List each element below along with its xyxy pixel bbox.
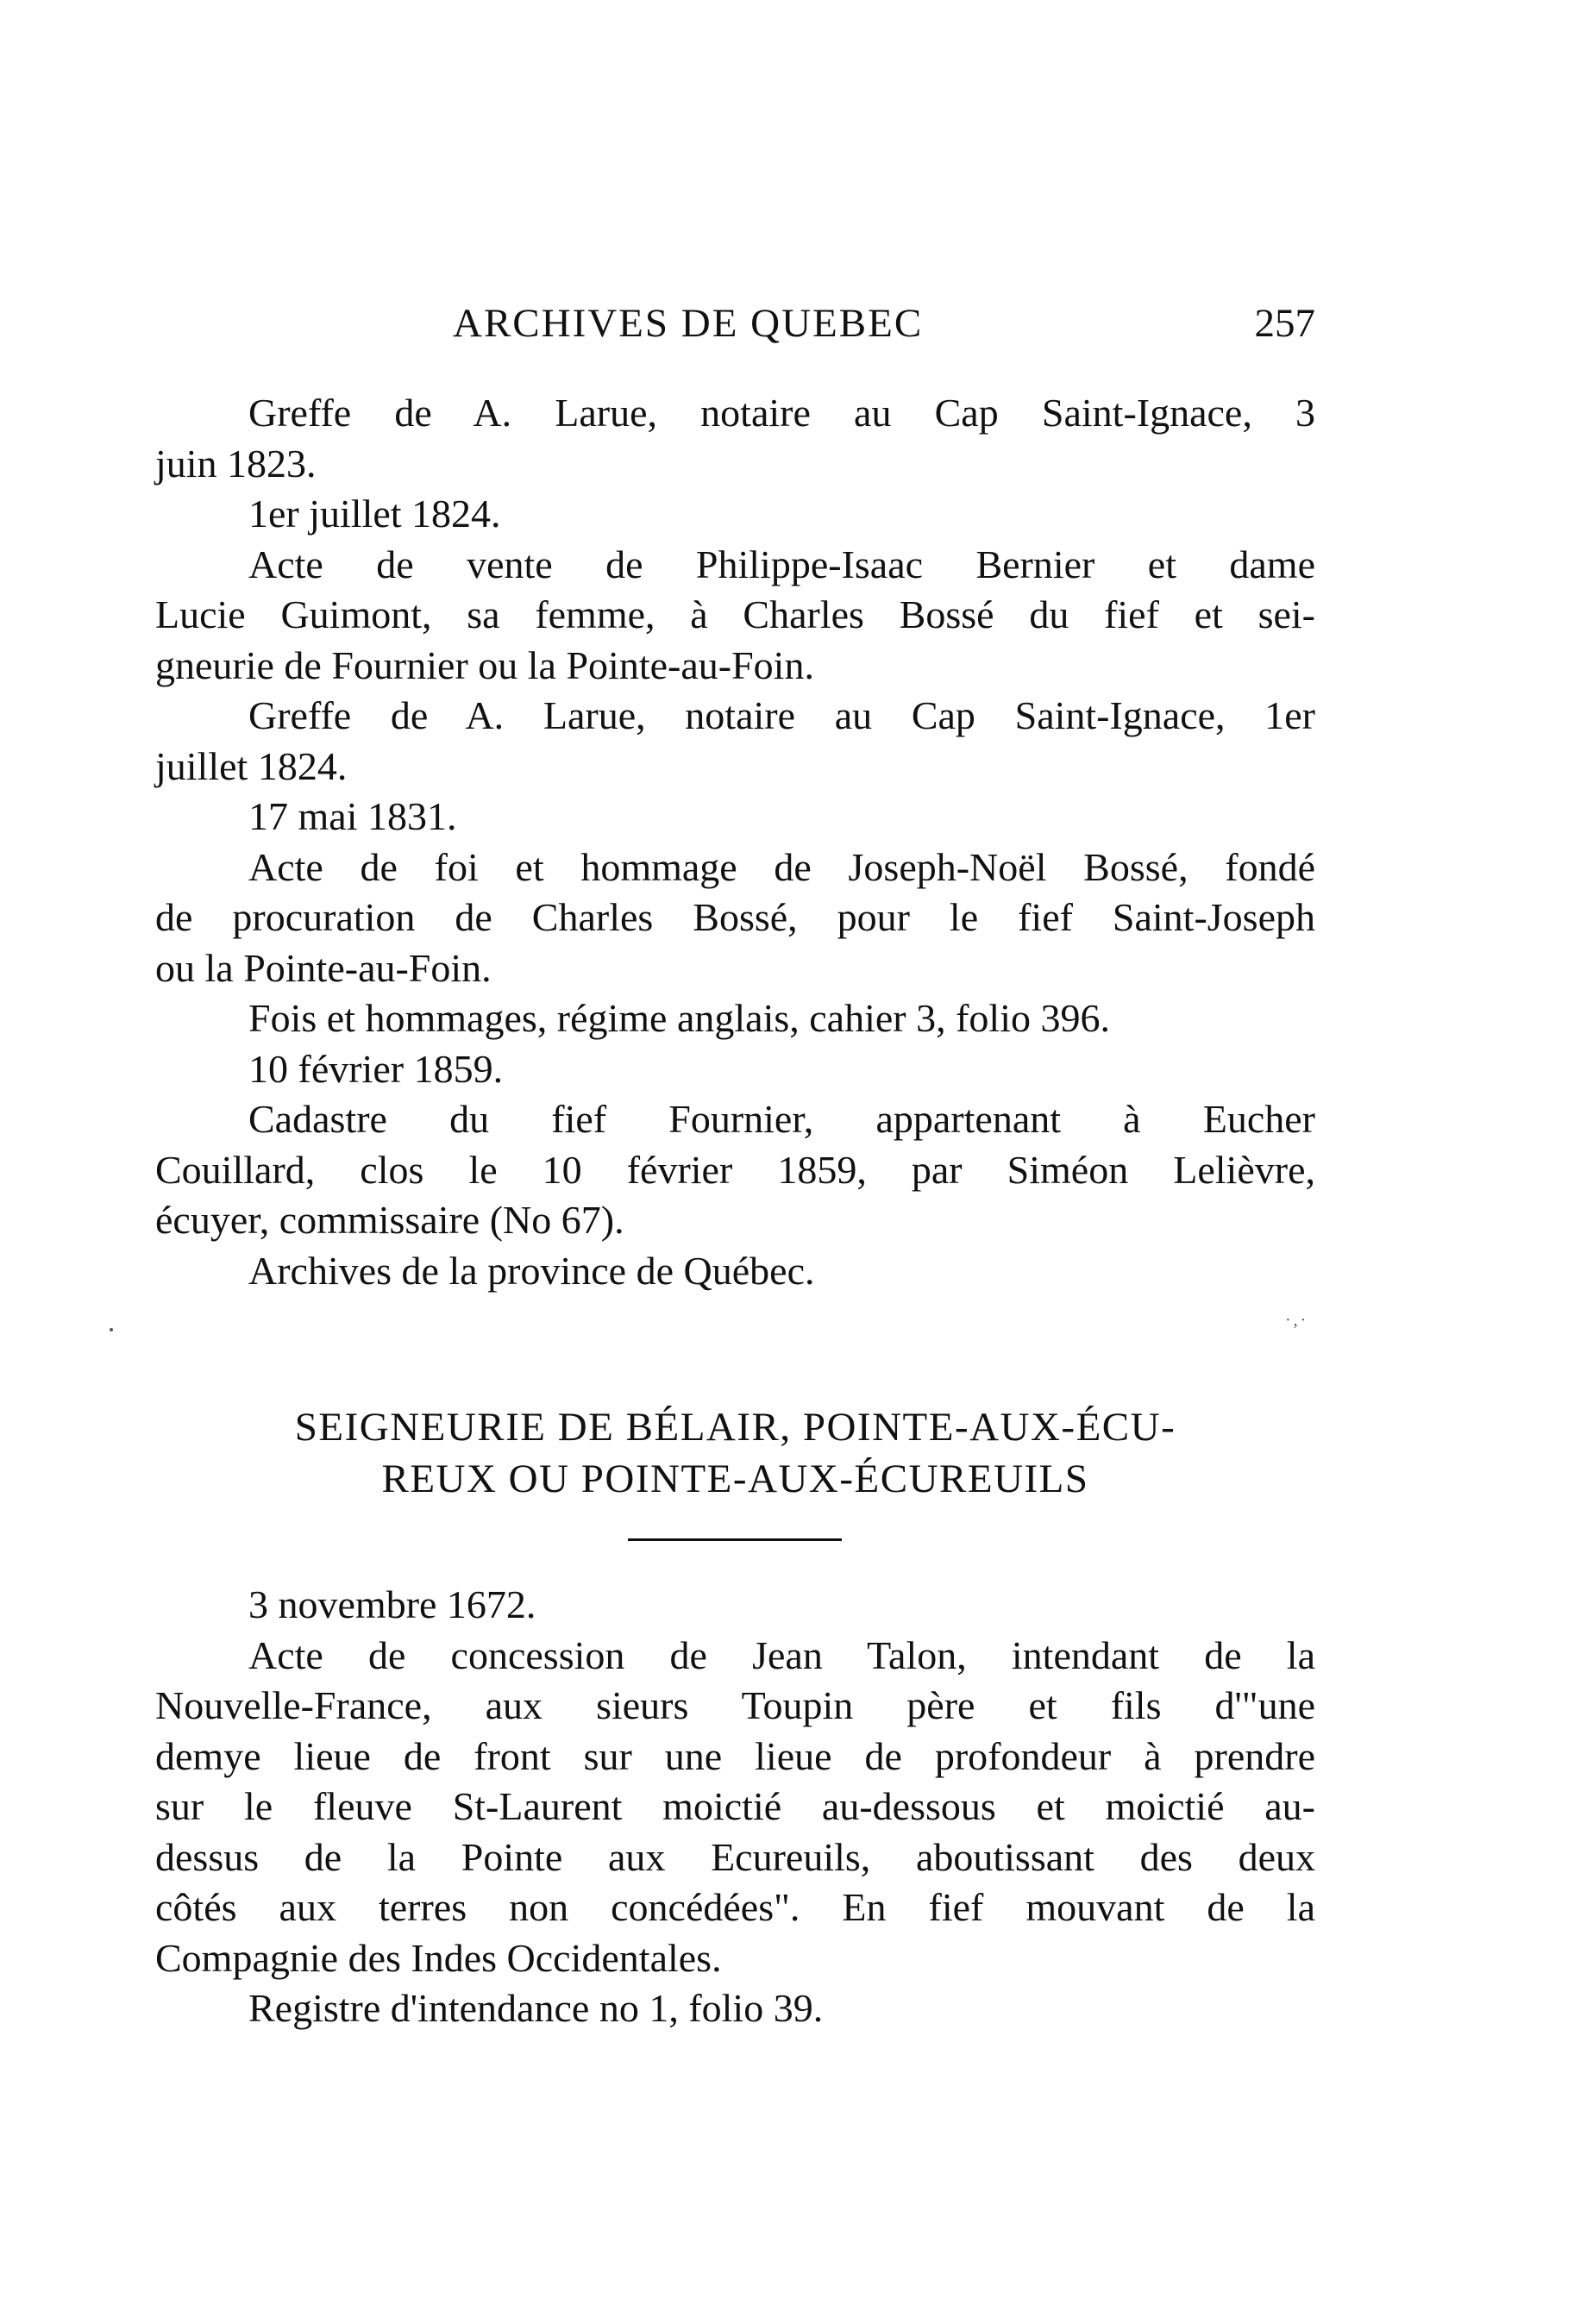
entry-line: 3 novembre 1672. bbox=[248, 1582, 536, 1626]
entries-bottom bbox=[155, 1580, 1315, 2034]
entry-line: ou la Pointe-au-Foin. bbox=[155, 945, 492, 990]
section-heading bbox=[155, 1401, 1315, 1505]
section-heading-line: SEIGNEURIE DE BÉLAIR, POINTE-AUX-ÉCU- bbox=[294, 1405, 1176, 1450]
entry-date bbox=[155, 1044, 1315, 1095]
entry-line: Cadastre du fief Fournier, appartenant à Eucher bbox=[248, 1097, 1315, 1141]
entry bbox=[155, 1631, 1315, 1984]
entry-line: de procuration de Charles Bossé, pour le fief Saint-Joseph bbox=[155, 895, 1315, 939]
entry-line: Lucie Guimont, sa femme, à Charles Bossé du fief et sei- bbox=[155, 592, 1315, 636]
entry bbox=[155, 1246, 1315, 1297]
entry-line: écuyer, commissaire (No 67). bbox=[155, 1198, 624, 1242]
page-header bbox=[155, 293, 1315, 354]
entry-date bbox=[155, 792, 1315, 843]
entry-line: dessus de la Pointe aux Ecureuils, aboutissant des deux bbox=[155, 1834, 1315, 1879]
entry-line: Acte de foi et hommage de Joseph-Noël Bossé, fondé bbox=[248, 844, 1315, 889]
entry-line: Nouvelle-France, aux sieurs Toupin père et fils d'"une bbox=[155, 1683, 1315, 1727]
entry-line: Acte de concession de Jean Talon, intendant de la bbox=[248, 1632, 1315, 1677]
entry-line: juin 1823. bbox=[155, 441, 317, 485]
entry-line: Acte de vente de Philippe-Isaac Bernier et dame bbox=[248, 542, 1315, 586]
entry bbox=[155, 1094, 1315, 1246]
entries-top bbox=[155, 388, 1315, 1296]
entry bbox=[155, 540, 1315, 692]
entry-line: Archives de la province de Québec. bbox=[248, 1248, 815, 1293]
running-title: ARCHIVES DE QUEBEC bbox=[453, 301, 924, 346]
entry bbox=[155, 388, 1315, 489]
entry-line: 1er juillet 1824. bbox=[248, 492, 501, 536]
entry-line: Fois et hommages, régime anglais, cahier 3, folio 396. bbox=[248, 996, 1110, 1040]
entry-date bbox=[155, 1580, 1315, 1631]
entry-line: 17 mai 1831. bbox=[248, 794, 457, 838]
entry-line: Greffe de A. Larue, notaire au Cap Saint-Ignace, 1er bbox=[248, 693, 1315, 737]
entry bbox=[155, 993, 1315, 1044]
entry-line: Compagnie des Indes Occidentales. bbox=[155, 1935, 722, 1980]
section-heading-line: REUX OU POINTE-AUX-ÉCUREUILS bbox=[381, 1456, 1089, 1501]
entry-line: Greffe de A. Larue, notaire au Cap Saint-Ignace, 3 bbox=[248, 391, 1315, 435]
entry bbox=[155, 691, 1315, 792]
entry-line: sur le fleuve St-Laurent moictié au-dessous et moictié au- bbox=[155, 1784, 1315, 1828]
entry-line: 10 février 1859. bbox=[248, 1046, 504, 1091]
entry bbox=[155, 843, 1315, 994]
page-number: 257 bbox=[1254, 301, 1315, 346]
entry-line: Couillard, clos le 10 février 1859, par Siméon Lelièvre, bbox=[155, 1147, 1315, 1192]
entry-date bbox=[155, 489, 1315, 540]
margin-speck bbox=[110, 1328, 113, 1331]
entry-line: juillet 1824. bbox=[155, 743, 348, 788]
entry-line: demye lieue de front sur une lieue de profondeur à prendre bbox=[155, 1733, 1315, 1778]
entry-line: côtés aux terres non concédées". En fief mouvant de la bbox=[155, 1885, 1315, 1929]
section-divider bbox=[628, 1538, 842, 1541]
entry-line: Registre d'intendance no 1, folio 39. bbox=[248, 1986, 824, 2030]
print-specks: ·,· bbox=[1285, 1311, 1309, 1330]
entry bbox=[155, 1983, 1315, 2034]
entry-line: gneurie de Fournier ou la Pointe-au-Foin. bbox=[155, 642, 814, 687]
